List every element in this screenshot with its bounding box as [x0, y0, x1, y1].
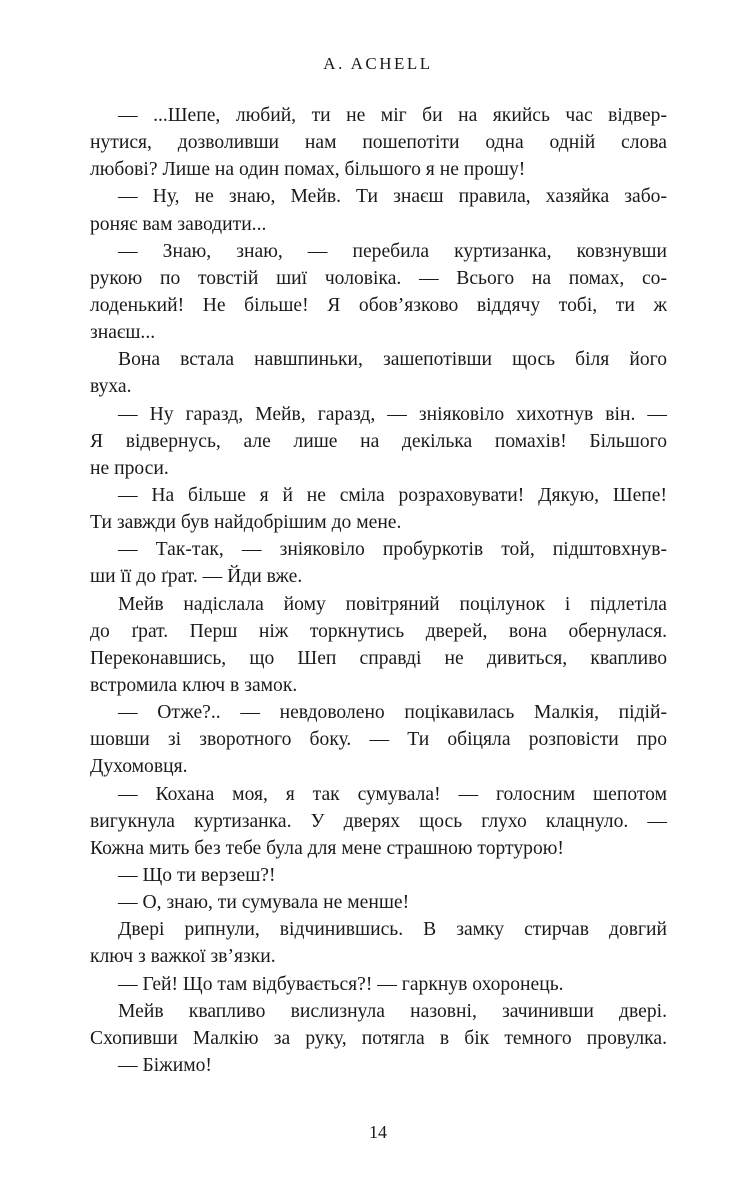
text-line: — Біжимо! — [118, 1054, 212, 1076]
text-line: любові? Лише на один помах, більшого я не прошу! — [90, 159, 526, 181]
text-line: роняє вам заводити... — [90, 213, 267, 235]
text-line: — ...Шепе, любий, ти не міг би на якийсь час відвер- — [118, 105, 667, 126]
text-line: Кожна мить без тебе була для мене страшною тортурою! — [90, 837, 564, 859]
text-line: рукою по товстій шиї чоловіка. — Всього на помах, со- — [90, 267, 667, 289]
body-text — [90, 102, 667, 1079]
text-line: — Так-так, — зніяковіло пробуркотів той, підштовхнув- — [118, 539, 667, 561]
text-line: — Знаю, знаю, — перебила куртизанка, ковзнувши — [118, 240, 667, 262]
text-line: Схопивши Малкію за руку, потягла в бік темного провулка. — [90, 1027, 667, 1049]
text-line: Двері рипнули, відчинившись. В замку стирчав довгий — [118, 919, 667, 941]
text-line: Вона встала навшпиньки, зашепотівши щось біля його — [118, 349, 667, 371]
text-line: — Кохана моя, я так сумувала! — голосним шепотом — [118, 783, 667, 805]
text-line: Мейв надіслала йому повітряний поцілунок і підлетіла — [118, 593, 667, 615]
text-line: до ґрат. Перш ніж торкнутись дверей, вона обернулася. — [90, 620, 667, 642]
text-line: Я відвернусь, але лише на декілька помахів! Більшого — [90, 430, 667, 452]
text-line: не проси. — [90, 457, 169, 479]
text-line: ши її до ґрат. — Йди вже. — [90, 566, 303, 588]
text-line: встромила ключ в замок. — [90, 674, 298, 696]
text-line: нутися, дозволивши нам пошепотіти одна одній слова — [90, 132, 667, 154]
text-line: Духомовця. — [90, 756, 188, 778]
text-line: шовши зі зворотного боку. — Ти обіцяла розповісти про — [90, 729, 667, 751]
running-header-title: A. ACHELL — [323, 54, 433, 73]
text-line: вигукнула куртизанка. У дверях щось глухо клацнуло. — — [90, 810, 667, 832]
text-line: — Гей! Що там відбувається?! — гаркнув охоронець. — [118, 973, 564, 995]
text-line: — Ну гаразд, Мейв, гаразд, — зніяковіло хихотнув він. — — [118, 403, 667, 425]
text-line: Переконавшись, що Шеп справді не дивиться, квапливо — [90, 647, 667, 669]
text-line: — Ну, не знаю, Мейв. Ти знаєш правила, хазяйка забо- — [118, 186, 667, 208]
text-line: знаєш... — [90, 322, 156, 344]
text-line: вуха. — [90, 376, 132, 398]
text-line: — Що ти верзеш?! — [118, 864, 276, 886]
text-line: Ти завжди був найдобрішим до мене. — [90, 512, 402, 534]
text-line: ключ з важкої зв’язки. — [90, 946, 276, 968]
text-line: — Отже?.. — невдоволено поцікавилась Малкія, підій- — [118, 702, 667, 724]
text-line: — На більше я й не сміла розраховувати! Дякую, Шепе! — [118, 484, 667, 506]
page-number: 14 — [369, 1122, 387, 1142]
text-line: Мейв квапливо вислизнула назовні, зачинивши двері. — [118, 1000, 667, 1022]
text-line: лоденький! Не більше! Я обов’язково віддячу тобі, ти ж — [90, 294, 667, 316]
text-line: — О, знаю, ти сумувала не менше! — [118, 892, 410, 914]
